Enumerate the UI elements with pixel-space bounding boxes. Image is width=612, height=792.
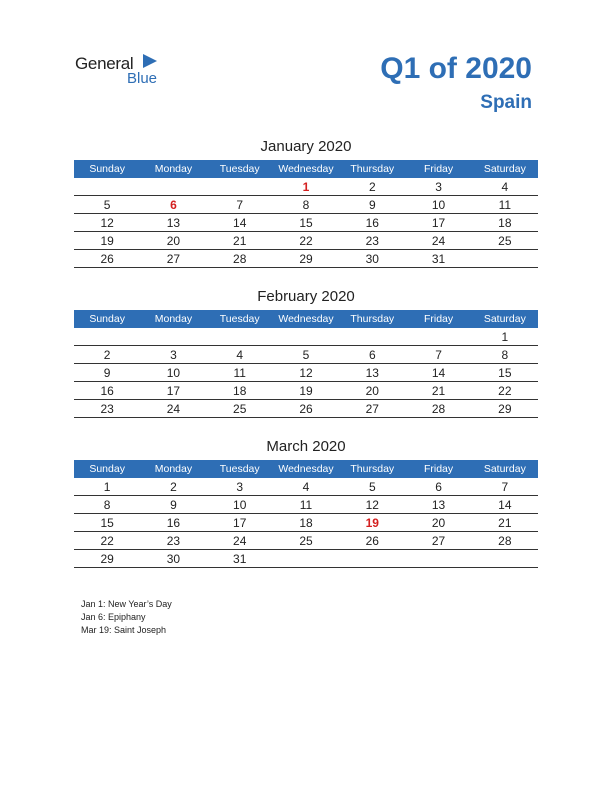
day-cell (140, 328, 206, 346)
day-cell: 29 (299, 252, 313, 266)
weekday-label: Monday (154, 313, 193, 325)
holiday-day-cell: 1 (302, 180, 310, 194)
day-cell: 12 (365, 498, 379, 512)
day-cell: 24 (233, 534, 247, 548)
week-row (74, 478, 538, 496)
day-cell: 1 (103, 480, 111, 494)
weekday-header (74, 460, 538, 478)
month-calendar-february (74, 288, 538, 418)
day-cell: 22 (498, 384, 512, 398)
week-row (74, 250, 538, 268)
week-row (74, 214, 538, 232)
day-cell: 9 (170, 498, 177, 512)
day-cell: 10 (431, 198, 446, 212)
day-cell (339, 550, 405, 568)
day-cell: 15 (498, 366, 512, 380)
day-cell: 16 (100, 384, 114, 398)
day-cell: 28 (431, 402, 446, 416)
weekday-label: Monday (154, 463, 193, 475)
day-cell: 10 (166, 366, 181, 380)
logo-text-blue: Blue (127, 70, 158, 87)
day-cell: 19 (100, 234, 114, 248)
week-row (74, 232, 538, 250)
holiday-day-cell: 6 (170, 198, 177, 212)
weekday-label: Tuesday (219, 163, 260, 175)
weekday-label: Monday (154, 163, 193, 175)
day-cell: 27 (365, 402, 379, 416)
day-cell: 31 (233, 552, 247, 566)
day-cell: 12 (299, 366, 313, 380)
weekday-label: Friday (423, 313, 454, 325)
weekday-label: Friday (423, 163, 454, 175)
day-cell: 30 (166, 552, 181, 566)
weekday-label: Thursday (350, 313, 395, 325)
weekday-label: Wednesday (278, 313, 334, 325)
day-cell: 23 (100, 402, 114, 416)
day-cell: 6 (368, 348, 376, 362)
day-cell: 16 (166, 516, 181, 530)
day-cell: 17 (233, 516, 247, 530)
day-cell: 20 (431, 516, 446, 530)
weekday-label: Saturday (483, 463, 526, 475)
day-cell: 3 (236, 480, 244, 494)
weekday-label: Tuesday (219, 313, 260, 325)
day-cell: 24 (431, 234, 446, 248)
weekday-label: Wednesday (278, 163, 334, 175)
day-cell: 21 (431, 384, 446, 398)
day-cell (207, 328, 273, 346)
day-cell: 20 (365, 384, 379, 398)
day-cell: 8 (103, 498, 111, 512)
day-cell (273, 550, 339, 568)
holiday-note: Jan 1: New Year’s Day (81, 599, 172, 609)
holiday-note: Jan 6: Epiphany (81, 612, 146, 622)
day-cell: 17 (431, 216, 446, 230)
day-cell (273, 328, 339, 346)
day-cell: 28 (498, 534, 512, 548)
week-row (74, 346, 538, 364)
day-cell: 19 (299, 384, 313, 398)
weekday-label: Thursday (350, 463, 395, 475)
day-cell: 3 (170, 348, 177, 362)
day-cell: 4 (501, 180, 509, 194)
day-cell: 27 (166, 252, 181, 266)
week-row (74, 364, 538, 382)
day-cell (472, 250, 538, 268)
day-cell: 2 (103, 348, 111, 362)
day-cell: 4 (236, 348, 244, 362)
day-cell: 22 (100, 534, 114, 548)
day-cell: 12 (100, 216, 114, 230)
day-cell: 4 (302, 480, 310, 494)
weekday-label: Saturday (483, 313, 526, 325)
day-cell: 9 (368, 198, 376, 212)
day-cell (74, 328, 140, 346)
weekday-label: Thursday (350, 163, 395, 175)
day-cell: 14 (431, 366, 446, 380)
day-cell: 8 (302, 198, 310, 212)
weekday-label: Sunday (89, 313, 125, 325)
day-cell: 2 (368, 180, 376, 194)
day-cell: 5 (103, 198, 111, 212)
day-cell: 26 (100, 252, 114, 266)
day-cell: 25 (233, 402, 247, 416)
day-cell (207, 178, 273, 196)
week-row (74, 400, 538, 418)
day-cell: 13 (431, 498, 446, 512)
day-cell: 21 (498, 516, 512, 530)
day-cell: 18 (299, 516, 313, 530)
week-row (74, 328, 538, 346)
logo-triangle-icon (143, 54, 157, 68)
month-grid (74, 178, 538, 268)
month-calendar-january (74, 138, 538, 268)
day-cell: 28 (233, 252, 247, 266)
day-cell (405, 550, 471, 568)
day-cell: 27 (431, 534, 446, 548)
weekday-label: Wednesday (278, 463, 334, 475)
week-row (74, 532, 538, 550)
day-cell: 24 (166, 402, 181, 416)
logo-text-general: General (75, 54, 134, 73)
day-cell: 26 (365, 534, 379, 548)
holiday-notes (81, 598, 172, 637)
day-cell: 23 (166, 534, 181, 548)
day-cell: 23 (365, 234, 379, 248)
day-cell: 11 (233, 366, 246, 380)
day-cell: 22 (299, 234, 313, 248)
day-cell (74, 178, 140, 196)
day-cell: 14 (233, 216, 247, 230)
day-cell: 15 (100, 516, 114, 530)
weekday-label: Sunday (89, 163, 125, 175)
weekday-header (74, 160, 538, 178)
month-grid (74, 478, 538, 568)
day-cell: 26 (299, 402, 313, 416)
day-cell: 20 (166, 234, 181, 248)
day-cell: 18 (233, 384, 247, 398)
weekday-label: Sunday (89, 463, 125, 475)
day-cell: 30 (365, 252, 379, 266)
month-title: February 2020 (257, 288, 355, 305)
day-cell: 25 (498, 234, 512, 248)
day-cell: 7 (435, 348, 442, 362)
month-grid (74, 328, 538, 418)
day-cell: 11 (498, 198, 512, 212)
week-row (74, 382, 538, 400)
day-cell: 13 (365, 366, 379, 380)
day-cell: 5 (368, 480, 376, 494)
week-row (74, 196, 538, 214)
week-row (74, 178, 538, 196)
day-cell: 7 (236, 198, 244, 212)
day-cell: 17 (166, 384, 181, 398)
day-cell: 31 (431, 252, 446, 266)
day-cell: 29 (498, 402, 512, 416)
day-cell: 3 (435, 180, 442, 194)
day-cell (472, 550, 538, 568)
brand-logo (75, 54, 175, 88)
day-cell: 16 (365, 216, 379, 230)
holiday-note: Mar 19: Saint Joseph (81, 625, 167, 635)
weekday-label: Tuesday (219, 463, 260, 475)
day-cell (140, 178, 206, 196)
week-row (74, 514, 538, 532)
day-cell: 7 (501, 480, 509, 494)
month-calendar-march (74, 438, 538, 568)
day-cell: 21 (233, 234, 247, 248)
country-name: Spain (480, 92, 532, 113)
day-cell: 11 (299, 498, 313, 512)
day-cell: 2 (170, 480, 177, 494)
day-cell: 13 (166, 216, 181, 230)
week-row (74, 496, 538, 514)
day-cell: 18 (498, 216, 512, 230)
day-cell: 10 (233, 498, 247, 512)
day-cell (339, 328, 405, 346)
day-cell: 1 (501, 330, 509, 344)
day-cell: 15 (299, 216, 313, 230)
page-title: Q1 of 2020 (380, 52, 532, 85)
day-cell (405, 328, 471, 346)
month-title: January 2020 (260, 138, 352, 155)
weekday-label: Saturday (483, 163, 526, 175)
day-cell: 14 (498, 498, 512, 512)
holiday-day-cell: 19 (365, 516, 379, 530)
day-cell: 25 (299, 534, 313, 548)
day-cell: 29 (100, 552, 114, 566)
month-title: March 2020 (266, 438, 346, 455)
weekday-label: Friday (423, 463, 454, 475)
day-cell: 8 (501, 348, 509, 362)
week-row (74, 550, 538, 568)
day-cell: 6 (435, 480, 442, 494)
weekday-header (74, 310, 538, 328)
day-cell: 9 (103, 366, 111, 380)
day-cell: 5 (302, 348, 310, 362)
